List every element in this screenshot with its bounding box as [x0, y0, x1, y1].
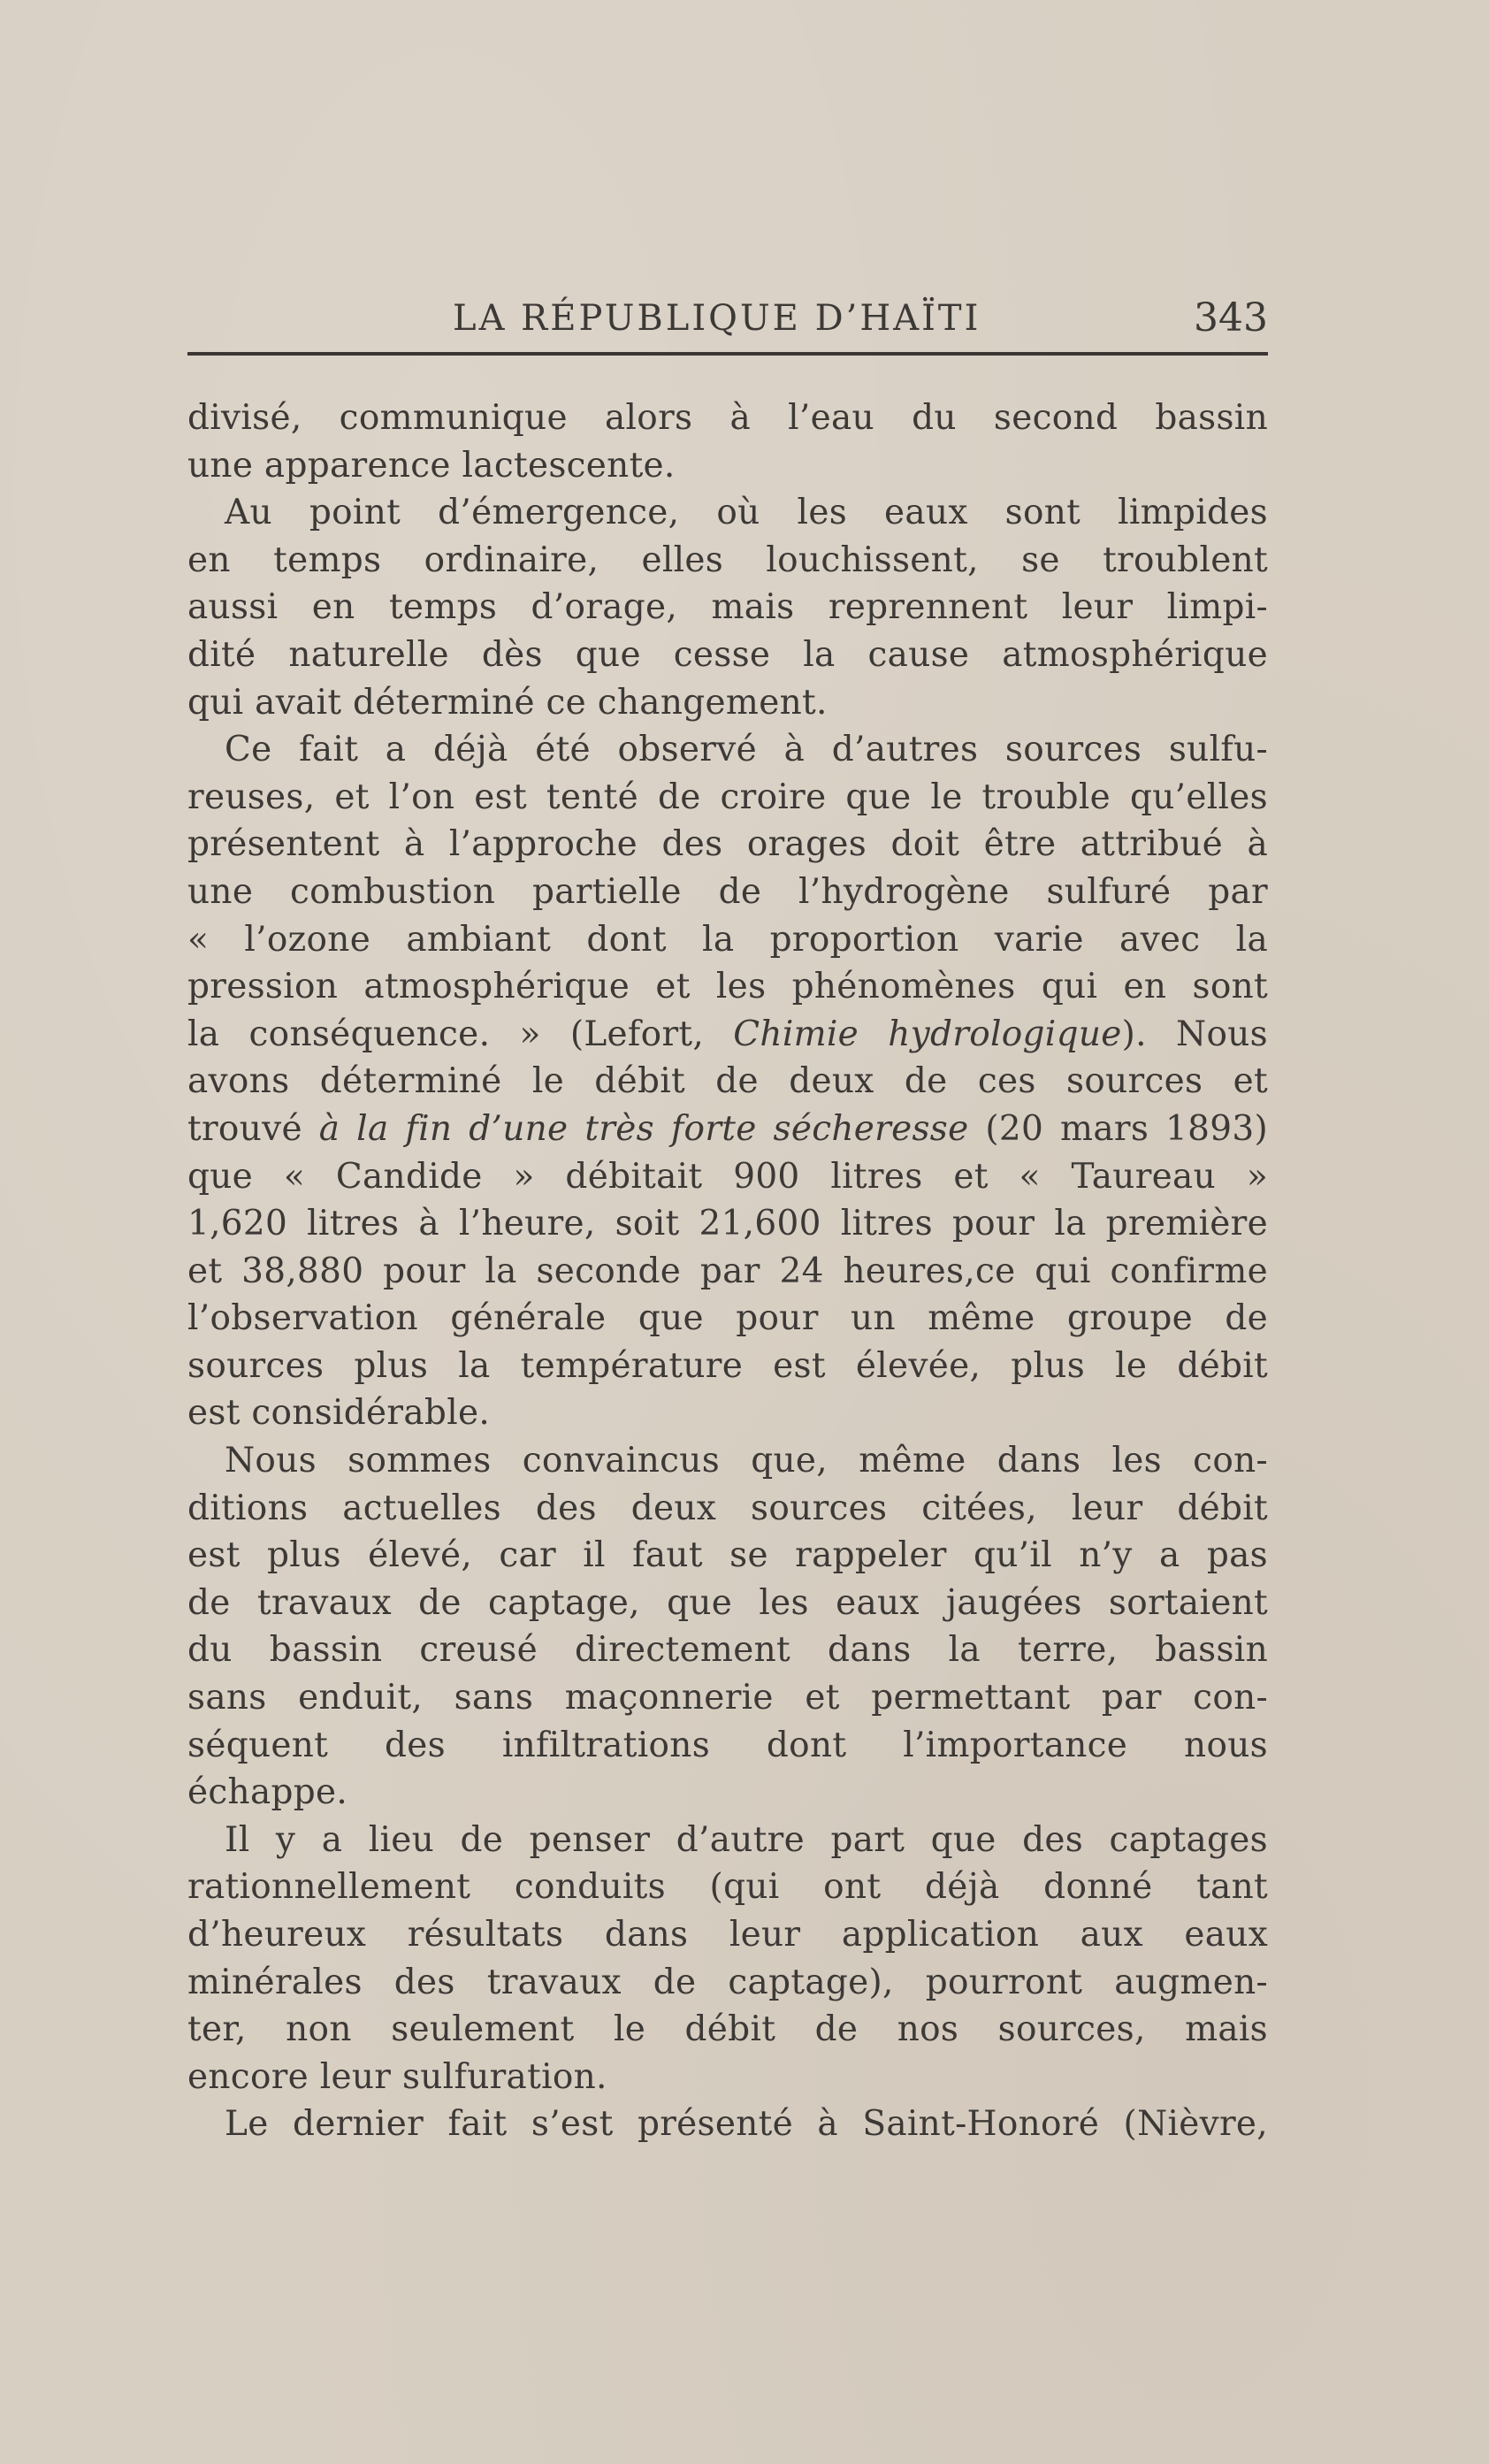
text-line — [187, 1863, 1268, 1911]
text-line-content: en temps ordinaire, elles louchissent, se troublent — [187, 539, 1268, 580]
text-line-content: encore leur sulfuration. — [187, 2056, 607, 2097]
text-line — [187, 2101, 1268, 2148]
text-line — [187, 869, 1268, 916]
text-line-content: « l’ozone ambiant dont la proportion varie avec la — [187, 919, 1268, 960]
text-line-content: pression atmosphérique et les phénomènes qui en sont — [187, 967, 1268, 1007]
text-line-continuation: (20 mars 1893) — [968, 1108, 1268, 1149]
text-line-content: divisé, communique alors à l’eau du second bassin — [187, 398, 1268, 438]
text-line-content: reuses, et l’on est tenté de croire que le trouble qu’elles — [187, 777, 1268, 817]
text-line — [187, 1532, 1268, 1580]
text-line — [187, 1200, 1268, 1248]
page-number: 343 — [1194, 295, 1268, 341]
text-line-content: l’observation générale que pour un même groupe de — [187, 1298, 1268, 1339]
text-line — [187, 1722, 1268, 1770]
text-line-content: sans enduit, sans maçonnerie et permettant par con- — [187, 1678, 1268, 1718]
text-line-content: d’heureux résultats dans leur application aux eaux — [187, 1915, 1268, 1955]
text-line — [187, 584, 1268, 631]
text-line-content: présentent à l’approche des orages doit être attribué à — [187, 824, 1268, 865]
text-line-content: sources plus la température est élevée, plus le débit — [187, 1345, 1268, 1386]
text-line — [187, 1389, 1268, 1437]
text-line — [187, 1959, 1268, 2007]
text-line-content: qui avait déterminé ce changement. — [187, 682, 828, 723]
text-line-content: est considérable. — [187, 1393, 491, 1434]
text-line-content: rationnellement conduits (qui ont déjà donné tant — [187, 1867, 1268, 1908]
text-line-content: Nous sommes convaincus que, même dans les con- — [225, 1441, 1268, 1481]
text-line-content: aussi en temps d’orage, mais reprennent leur limpi- — [187, 587, 1268, 628]
text-line-content: échappe. — [187, 1772, 348, 1813]
text-line — [187, 1011, 1268, 1059]
text-line-content: une apparence lactescente. — [187, 445, 676, 486]
text-line — [187, 1295, 1268, 1343]
text-line — [187, 1058, 1268, 1106]
text-line-continuation: ). Nous — [1121, 1014, 1268, 1054]
text-line-content: ter, non seulement le débit de nos sources, mais — [187, 2009, 1268, 2050]
text-line — [187, 1248, 1268, 1296]
text-line-content: séquent des infiltrations dont l’importance nous — [187, 1725, 1268, 1765]
text-line — [187, 489, 1268, 537]
text-line — [187, 679, 1268, 727]
text-line-content: une combustion partielle de l’hydrogène sulfuré par — [187, 871, 1268, 912]
text-line — [187, 1437, 1268, 1485]
text-line — [187, 963, 1268, 1011]
body-text — [187, 394, 1268, 2148]
text-line-content: que « Candide » débitait 900 litres et « Taureau » — [187, 1156, 1268, 1197]
text-line — [187, 1769, 1268, 1817]
text-line — [187, 1580, 1268, 1627]
text-line-content: de travaux de captage, que les eaux jaugées sortaient — [187, 1582, 1268, 1623]
text-line-content: ditions actuelles des deux sources citées, leur débit — [187, 1488, 1268, 1528]
text-line-content: du bassin creusé directement dans la terre, bassin — [187, 1630, 1268, 1671]
text-line-content: et 38,880 pour la seconde par 24 heures,ce qui confirme — [187, 1251, 1268, 1291]
text-line — [187, 1817, 1268, 1864]
text-line — [187, 1485, 1268, 1533]
text-line-content: Le dernier fait s’est présenté à Saint-Honoré (Nièvre, — [225, 2104, 1268, 2145]
text-line — [187, 2006, 1268, 2054]
text-line — [187, 1674, 1268, 1722]
text-line — [187, 394, 1268, 442]
text-line — [187, 1153, 1268, 1201]
text-line — [187, 1911, 1268, 1959]
text-line-content: 1,620 litres à l’heure, soit 21,600 litres pour la première — [187, 1204, 1268, 1244]
text-line — [187, 631, 1268, 679]
running-head — [187, 292, 1268, 345]
text-line — [187, 1343, 1268, 1390]
text-line-content: Au point d’émergence, où les eaux sont limpides — [225, 493, 1268, 533]
text-line-content: Ce fait a déjà été observé à d’autres sources sulfu- — [225, 730, 1268, 770]
text-line — [187, 537, 1268, 585]
text-line-content: la conséquence. » (Lefort, — [187, 1014, 734, 1054]
text-line — [187, 1626, 1268, 1674]
header-rule — [187, 352, 1268, 356]
text-line — [187, 442, 1268, 490]
text-line — [187, 774, 1268, 822]
text-line-content: Il y a lieu de penser d’autre part que des captages — [225, 1819, 1268, 1860]
text-line-content: trouvé — [187, 1108, 319, 1149]
text-line-content: est plus élevé, car il faut se rappeler qu’il n’y a pas — [187, 1535, 1268, 1576]
text-line-content: avons déterminé le débit de deux de ces sources et — [187, 1061, 1268, 1102]
running-title: LA RÉPUBLIQUE D’HAÏTI — [453, 298, 981, 339]
text-line-content: minérales des travaux de captage), pourront augmen- — [187, 1962, 1268, 2002]
text-line — [187, 726, 1268, 774]
text-line — [187, 821, 1268, 869]
italic-phrase: à la fin d’une très forte sécheresse — [318, 1108, 969, 1149]
text-line-content: dité naturelle dès que cesse la cause atmosphérique — [187, 634, 1268, 675]
text-line — [187, 916, 1268, 964]
italic-phrase: Chimie hydrologique — [733, 1014, 1122, 1054]
text-line — [187, 2054, 1268, 2101]
text-line — [187, 1106, 1268, 1153]
